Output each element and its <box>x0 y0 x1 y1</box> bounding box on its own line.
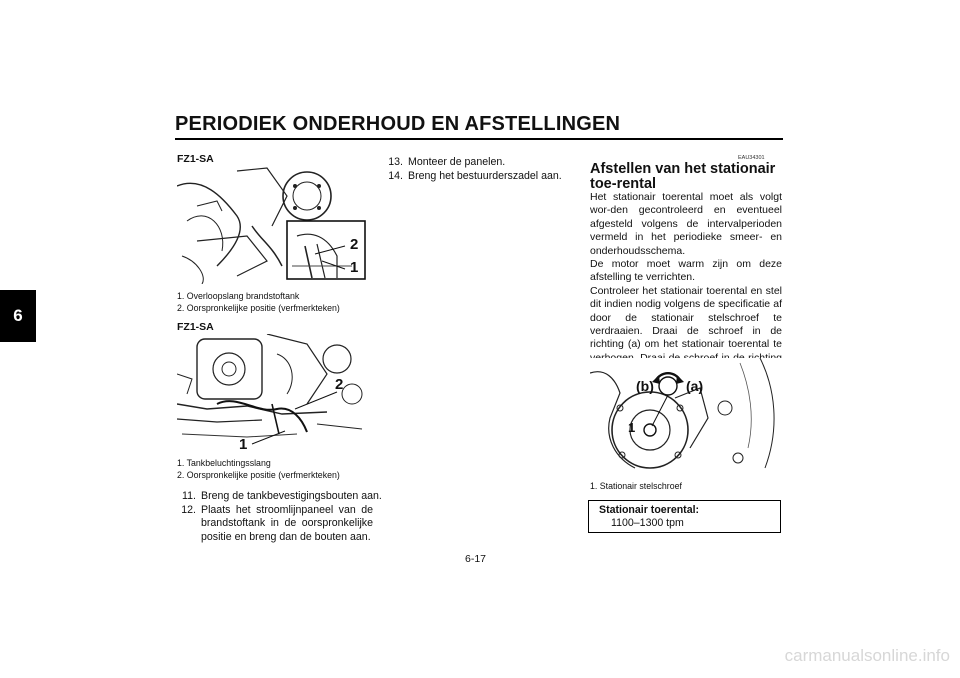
section-title: Afstellen van het stationair toe-rental <box>590 161 776 192</box>
body-paragraph: De motor moet warm zijn om deze afstelling te verrichten. <box>590 258 782 284</box>
section-code: EAU34301 <box>738 155 765 161</box>
page-number: 6-17 <box>465 553 487 565</box>
figure3-callout-1: 1 <box>628 420 636 435</box>
spec-box <box>588 500 781 533</box>
step-item <box>380 170 580 184</box>
step-text: Breng de tankbevestigingsbouten aan. <box>201 490 382 502</box>
figure3-caption-item: 1. Stationair stelschroef <box>590 481 682 491</box>
body-paragraph: Het stationair toerental moet als volgt wor-den gecontroleerd en eventueel afgesteld volgens de intervalperioden vermeld in het periodieke smeer- en onderhoudsschema. <box>590 191 782 257</box>
figure1-caption <box>177 290 340 314</box>
figure1-illustration <box>177 166 367 284</box>
figure3-caption <box>590 480 682 492</box>
figure1-caption-item: 2. Oorspronkelijke positie (verfmerkteken) <box>177 303 340 313</box>
figure2-callout-1: 1 <box>239 436 248 453</box>
step-text: Plaats het stroomlijnpaneel van de brandstoftank in de oorspronkelijke positie en breng dan de bouten aan. <box>201 503 373 543</box>
spec-value: 1100–1300 tpm <box>611 517 684 529</box>
figure1-model-label: FZ1-SA <box>177 153 214 165</box>
figure2-caption-item: 2. Oorspronkelijke positie (verfmerkteken) <box>177 470 340 480</box>
steps-list-left <box>173 490 382 544</box>
figure3-illustration <box>590 358 782 473</box>
step-text: Breng het bestuurderszadel aan. <box>408 169 562 182</box>
figure1-callout-1: 1 <box>350 259 359 276</box>
body-paragraph: Controleer het stationair toerental en stel dit indien nodig volgens de specificatie af door de stationair stelschroef te verdraaien. Draai de schroef in de richting (a) om het stationair toerental te <box>590 284 782 351</box>
watermark: carmanualsonline.info <box>784 646 950 665</box>
direction-label-a: (a) <box>686 378 704 394</box>
direction-label-b: (b) <box>636 378 654 394</box>
step-item <box>380 156 580 170</box>
figure1-callout-2: 2 <box>350 236 359 253</box>
step-number: 14. <box>388 169 403 182</box>
step-number: 13. <box>388 156 403 168</box>
step-item <box>173 490 382 504</box>
chapter-tab: 6 <box>0 290 36 342</box>
figure2-caption-item: 1. Tankbeluchtingsslang <box>177 458 271 468</box>
figure2-model-label: FZ1-SA <box>177 321 214 333</box>
figure2-caption <box>177 457 340 481</box>
figure1-caption-item: 1. Overloopslang brandstoftank <box>177 291 300 301</box>
figure2-illustration <box>177 334 367 453</box>
step-number: 12. <box>181 503 196 516</box>
step-item <box>173 504 373 545</box>
step-number: 11. <box>182 490 196 502</box>
spec-label: Stationair toerental: <box>599 504 700 516</box>
page-header-title: PERIODIEK ONDERHOUD EN AFSTELLINGEN <box>175 113 621 135</box>
step-text: Monteer de panelen. <box>408 156 506 168</box>
figure2-callout-2: 2 <box>335 376 344 393</box>
steps-list-middle <box>380 156 580 183</box>
header-divider <box>175 138 783 140</box>
